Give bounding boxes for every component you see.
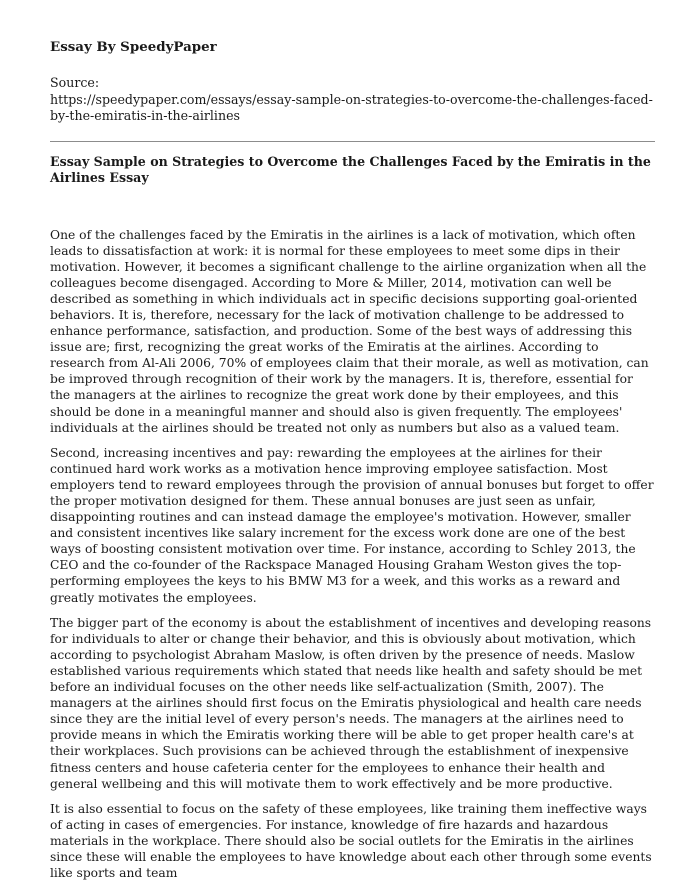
essay-paragraph-4: It is also essential to focus on the safety of these employees, like training them ineffective ways of acting in cases of emergencies. For instance, knowledge of fire hazards and hazardous materials in the workplace. There should also be social outlets for the Emiratis in the airlines since these will enable the employees to have knowledge about each other through some events like sports and team [50,801,652,881]
essay-title: Essay Sample on Strategies to Overcome the Challenges Faced by the Emiratis in the Airlines Essay [50,153,651,185]
document-page [50,38,655,890]
source-url: https://speedypaper.com/essays/essay-sample-on-strategies-to-overcome-the-challenges-faced-by-the-emiratis-in-the-airlines [50,91,653,123]
document-brand: Essay By SpeedyPaper [50,39,217,55]
header-divider [50,141,655,142]
essay-paragraph-3: The bigger part of the economy is about the establishment of incentives and developing reasons for individuals to alter or change their behavior, and this is obviously about motivation, which according to psychologist Abraham Maslow, is often driven by the presence of needs. Maslow established various requirements which stated that needs like health and safety should be met before an individual focuses on the other needs like self-actualization (Smith, 2007). The managers at the airlines should first focus on the Emiratis physiological and health care needs since they are the initial level of every person's needs. The managers at the airlines need to provide means in which the Emiratis working there will be able to get proper health care's at their workplaces. Such provisions can be achieved through the establishment of inexpensive fitness centers and house cafeteria center for the employees to enhance their health and general wellbeing and this will motivate them to work effectively and be more productive. [50,615,652,791]
source-label: Source: [50,75,100,90]
essay-paragraph-2: Second, increasing incentives and pay: rewarding the employees at the airlines for their continued hard work works as a motivation hence improving employee satisfaction. Most employers tend to reward employees through the provision of annual bonuses but forget to offer the proper motivation designed for them. These annual bonuses are just seen as unfair, disappointing routines and can instead damage the employee's motivation. However, smaller and consistent incentives like salary increment for the excess work done are one of the best ways of boosting consistent motivation over time. For instance, according to Schley 2013, the CEO and the co-founder of the Rackspace Managed Housing Graham Weston gives the top-performing employees the keys to his BMW M3 for a week, and this works as a reward and greatly motivates the employees. [50,445,654,605]
essay-body [50,227,655,882]
essay-paragraph-1: One of the challenges faced by the Emiratis in the airlines is a lack of motivation, which often leads to dissatisfaction at work: it is normal for these employees to meet some dips in their motivation. However, it becomes a significant challenge to the airline organization when all the colleagues become disengaged. According to More & Miller, 2014, motivation can well be described as something in which individuals act in specific decisions supporting goal-oriented behaviors. It is, therefore, necessary for the lack of motivation challenge to be addressed to enhance performance, satisfaction, and production. Some of the best ways of addressing this issue are; first, recognizing the great works of the Emiratis at the airlines. According to research from Al-Ali 2006, 70% of employees claim that their morale, as well as motivation, can be improved through recognition of their work by the managers. It is, therefore, essential for the managers at the airlines to recognize the great work done by their employees, and this should be done in a meaningful manner and should also is given frequently. The employees' individuals at the airlines should be treated not only as numbers but also as a valued team. [50,227,649,435]
